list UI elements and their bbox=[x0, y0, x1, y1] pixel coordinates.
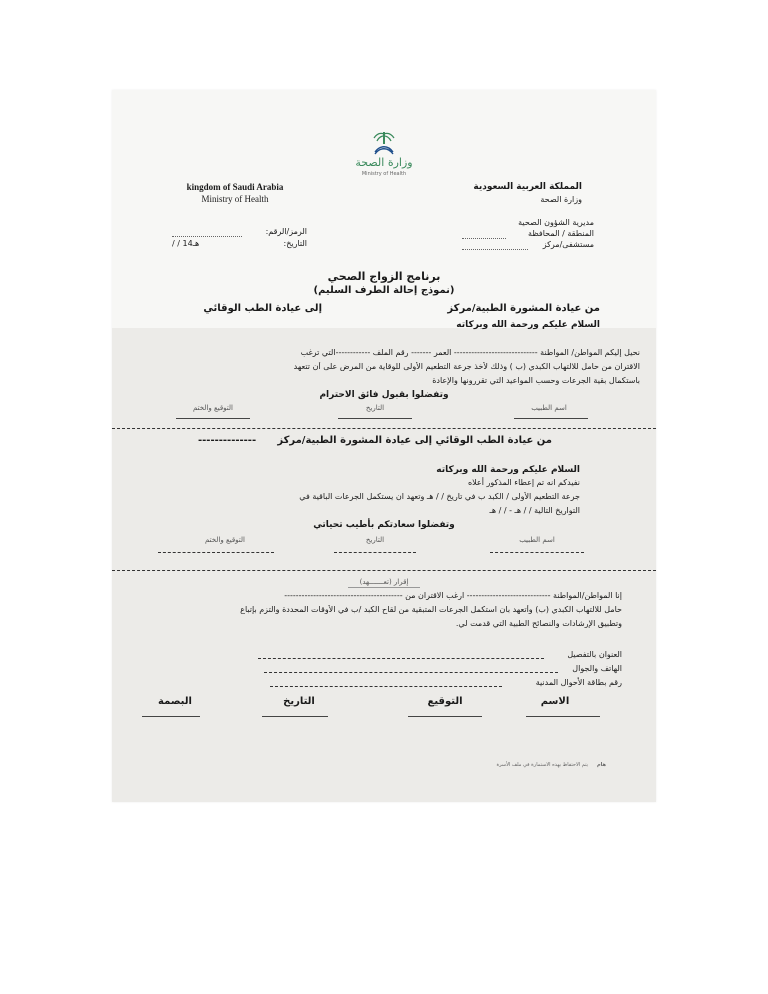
pledge-heading-underline bbox=[348, 587, 420, 588]
admin-hospital: مستشفى/مركز bbox=[542, 240, 594, 249]
civil-id-label: رقم بطاقة الأحوال المدنية bbox=[535, 678, 622, 687]
col-sign-line bbox=[408, 716, 482, 717]
section-divider-2 bbox=[112, 570, 656, 571]
address-line bbox=[258, 658, 544, 659]
header-kingdom-en: kingdom of Saudi Arabia bbox=[186, 182, 284, 192]
section2-closing: وتفضلوا سعادتكم بأطيب تحياتي bbox=[313, 520, 455, 530]
section2-heading: من عيادة الطب الوقائي إلى عيادة المشورة الطبية/مركز bbox=[277, 435, 552, 446]
date-value: / / 14هـ bbox=[172, 239, 200, 248]
section1-referral-line: نحيل إليكم المواطن/ المواطنة ----------------------------- العمر ------- رقم الملف ------------التي ترغب bbox=[300, 348, 640, 357]
date-label: التاريخ: bbox=[283, 239, 307, 248]
section1-from: من عيادة المشورة الطبية/مركز bbox=[447, 303, 600, 314]
palm-swords-emblem-icon bbox=[370, 130, 398, 156]
logo-english-text: Ministry of Health bbox=[361, 171, 407, 177]
col-date-line bbox=[262, 716, 328, 717]
section1-closing: وتفضلوا بقبول فائق الاحترام bbox=[319, 390, 449, 400]
header-ministry-ar: وزارة الصحة bbox=[540, 195, 582, 204]
pledge-guidance-line: وتطبيق الإرشادات والنصائح الطبية التي قدمت لي. bbox=[455, 619, 622, 628]
phone-line bbox=[264, 672, 558, 673]
pledge-commitment-line: حامل للالتهاب الكبدي (ب) وأتعهد بان استكمل الجرعات المتبقية من لقاح الكبد /ب في الأوقات المحددة والتزم بإتباع bbox=[240, 605, 622, 614]
ref-line bbox=[172, 236, 242, 237]
col-date-label: التاريخ bbox=[283, 696, 315, 707]
section1-greeting: السلام عليكم ورحمة الله وبركاته bbox=[456, 320, 600, 330]
ref-label: الرمز/الرقم: bbox=[265, 227, 307, 236]
section2-dose-line: جرعة التطعيم الأولى / الكبد ب في تاريخ / / هـ وتعهد ان يستكمل الجرعات الباقية في bbox=[299, 492, 580, 501]
col-name-label: الاسم bbox=[540, 696, 570, 707]
header-kingdom-ar: المملكة العربية السعودية bbox=[473, 182, 582, 192]
page-title: برنامج الزواج الصحي bbox=[327, 270, 441, 283]
address-label: العنوان بالتفصيل bbox=[567, 650, 622, 659]
col-name-line bbox=[526, 716, 600, 717]
section2-date-line bbox=[334, 552, 416, 553]
section1-pledge-line: باستكمال بقية الجرعات وحسب المواعيد التي تقررونها والإعادة bbox=[432, 376, 640, 385]
section1-stamp-line bbox=[176, 418, 250, 419]
admin-directorate: مديرية الشؤون الصحية bbox=[518, 218, 594, 227]
civil-id-line bbox=[270, 686, 502, 687]
section2-heading-dashes: -------------- bbox=[198, 435, 257, 446]
section1-to: إلى عيادة الطب الوقائي bbox=[203, 303, 322, 314]
section1-date-line bbox=[338, 418, 412, 419]
section2-date-label: التاريخ bbox=[365, 536, 385, 544]
col-print-label: البصمة bbox=[158, 696, 192, 707]
section2-stamp-label: التوقيع والختم bbox=[205, 536, 245, 544]
hospital-line bbox=[462, 249, 528, 250]
section1-vaccine-line: الاقتران من حامل للالتهاب الكبدي (ب ) وذلك لأخذ جرعة التطعيم الأولى للوقاية من المرض على أن تتعهد bbox=[293, 362, 640, 371]
section2-doctor-label: اسم الطبيب bbox=[519, 536, 555, 544]
section2-dates-line: التواريخ التالية / / هـ - / / هـ bbox=[489, 506, 580, 515]
section2-greeting: السلام عليكم ورحمة الله وبركاته bbox=[436, 465, 580, 475]
admin-region: المنطقة / المحافظة bbox=[528, 229, 594, 238]
section2-given-line: نفيدكم انه تم إعطاء المذكور أعلاه bbox=[467, 478, 580, 487]
section-divider-1 bbox=[112, 428, 656, 429]
section1-doctor-line bbox=[514, 418, 588, 419]
section1-doctor-label: اسم الطبيب bbox=[531, 404, 567, 412]
section1-date-label: التاريخ bbox=[365, 404, 385, 412]
footer-label: هام bbox=[596, 762, 606, 768]
footer-note: يتم الاحتفاظ بهذه الاستمارة في ملف الأسرة bbox=[496, 762, 588, 768]
region-line bbox=[462, 238, 506, 239]
phone-label: الهاتف والجوال bbox=[572, 664, 622, 673]
page-subtitle: (نموذج إحالة الطرف السليم) bbox=[313, 285, 455, 296]
section2-doctor-line bbox=[490, 552, 584, 553]
col-sign-label: التوقيع bbox=[427, 696, 463, 707]
section2-stamp-line bbox=[158, 552, 274, 553]
header-ministry-en: Ministry of Health bbox=[201, 194, 269, 204]
logo-arabic-text: وزارة الصحة bbox=[355, 156, 413, 169]
pledge-citizen-line: إنا المواطن/المواطنة ----------------------------- ارغب الاقتران من ----------------------------------------- bbox=[284, 591, 622, 600]
pledge-heading: إقرار (تعـــــــهد) bbox=[359, 578, 409, 586]
paper-sheet bbox=[112, 90, 656, 802]
ministry-logo bbox=[334, 130, 434, 177]
col-print-line bbox=[142, 716, 200, 717]
section1-stamp-label: التوقيع والختم bbox=[193, 404, 233, 412]
